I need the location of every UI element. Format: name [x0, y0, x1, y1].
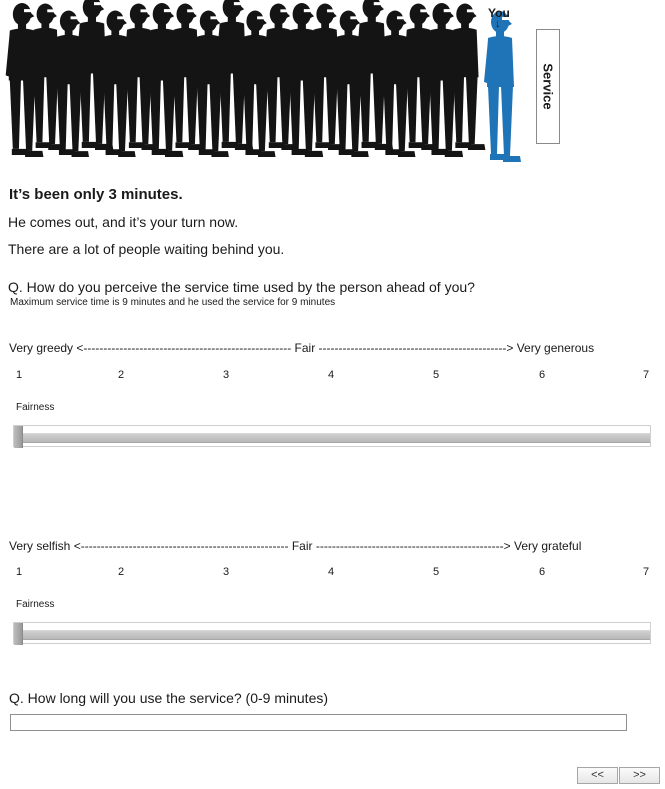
glasses-icon	[24, 9, 32, 12]
slider-groove	[14, 433, 650, 443]
glasses-icon	[420, 9, 428, 12]
minutes-input[interactable]	[10, 714, 627, 731]
you-figure	[484, 11, 521, 162]
scale-1-tick: 7	[643, 369, 650, 381]
glasses-icon	[444, 9, 452, 12]
scale-2-tick: 3	[223, 566, 230, 578]
scale-1-tick: 3	[223, 369, 230, 381]
scale-2-left-anchor: Very selfish <	[9, 539, 81, 553]
fairness-slider-2[interactable]	[13, 622, 651, 644]
you-arrow-icon: ↓	[495, 18, 501, 30]
glasses-icon	[141, 9, 149, 12]
you-label: You	[488, 6, 510, 20]
scale-1-tick: 2	[118, 369, 125, 381]
scale-1-tick: 6	[539, 369, 546, 381]
glasses-icon	[397, 16, 405, 19]
queue-illustration	[0, 0, 560, 168]
scale-2-right-anchor: > Very grateful	[503, 539, 582, 553]
glasses-icon	[374, 2, 382, 5]
glasses-icon	[467, 9, 475, 12]
service-box	[536, 29, 560, 144]
glasses-icon	[257, 16, 265, 19]
glasses-icon	[327, 9, 335, 12]
scale-1-tick: 5	[433, 369, 440, 381]
scale-2-mid-anchor: Fair	[288, 539, 316, 553]
glasses-icon	[280, 9, 288, 12]
glasses-icon	[94, 2, 102, 5]
glasses-icon	[47, 9, 55, 12]
glasses-icon	[164, 9, 172, 12]
slider-groove	[14, 630, 650, 640]
scale-1-tick: 4	[328, 369, 335, 381]
scale-2-tick: 7	[643, 566, 650, 578]
glasses-icon	[187, 9, 195, 12]
waiting-person-figure	[449, 4, 485, 150]
glasses-icon	[71, 16, 79, 19]
question-1-subnote: Maximum service time is 9 minutes and he used the service for 9 minutes	[10, 297, 336, 308]
scale-2-tick: 1	[16, 566, 23, 578]
service-label: Service	[540, 63, 556, 110]
slider-handle[interactable]	[14, 623, 23, 645]
slider-handle[interactable]	[14, 426, 23, 448]
back-button[interactable]: <<	[577, 767, 618, 784]
glasses-icon	[304, 9, 312, 12]
glasses-icon	[234, 2, 242, 5]
glasses-icon	[117, 16, 125, 19]
scenario-line-2: There are a lot of people waiting behind you.	[8, 241, 285, 257]
fairness-slider-1[interactable]	[13, 425, 651, 447]
question-1: Q. How do you perceive the service time used by the person ahead of you?	[8, 279, 475, 295]
scale-2-slider-label: Fairness	[16, 599, 55, 610]
question-2: Q. How long will you use the service? (0-9 minutes)	[9, 690, 329, 706]
scale-2-anchor-text	[9, 539, 581, 553]
scale-1-dashes-left: ----------------------------------------------------	[83, 341, 292, 355]
scale-2-tick: 4	[328, 566, 335, 578]
scenario-line-1: He comes out, and it’s your turn now.	[8, 214, 239, 230]
scale-1-dashes-right: -----------------------------------------------	[318, 341, 507, 355]
headline: It’s been only 3 minutes.	[9, 186, 183, 203]
scale-2-dashes-right: -----------------------------------------------	[315, 539, 504, 553]
scale-1-right-anchor: > Very generous	[506, 341, 595, 355]
you-person-figure	[484, 11, 521, 162]
scale-2-tick: 5	[433, 566, 440, 578]
scale-2-tick: 6	[539, 566, 546, 578]
scale-1-anchor-text	[9, 341, 594, 355]
scale-1-left-anchor: Very greedy <	[9, 341, 84, 355]
glasses-icon	[350, 16, 358, 19]
next-button[interactable]: >>	[619, 767, 660, 784]
scale-1-tick: 1	[16, 369, 23, 381]
scale-2-tick: 2	[118, 566, 125, 578]
glasses-icon	[210, 16, 218, 19]
scale-2-dashes-left: ----------------------------------------------------	[80, 539, 289, 553]
scale-1-slider-label: Fairness	[16, 402, 55, 413]
scale-1-mid-anchor: Fair	[291, 341, 319, 355]
